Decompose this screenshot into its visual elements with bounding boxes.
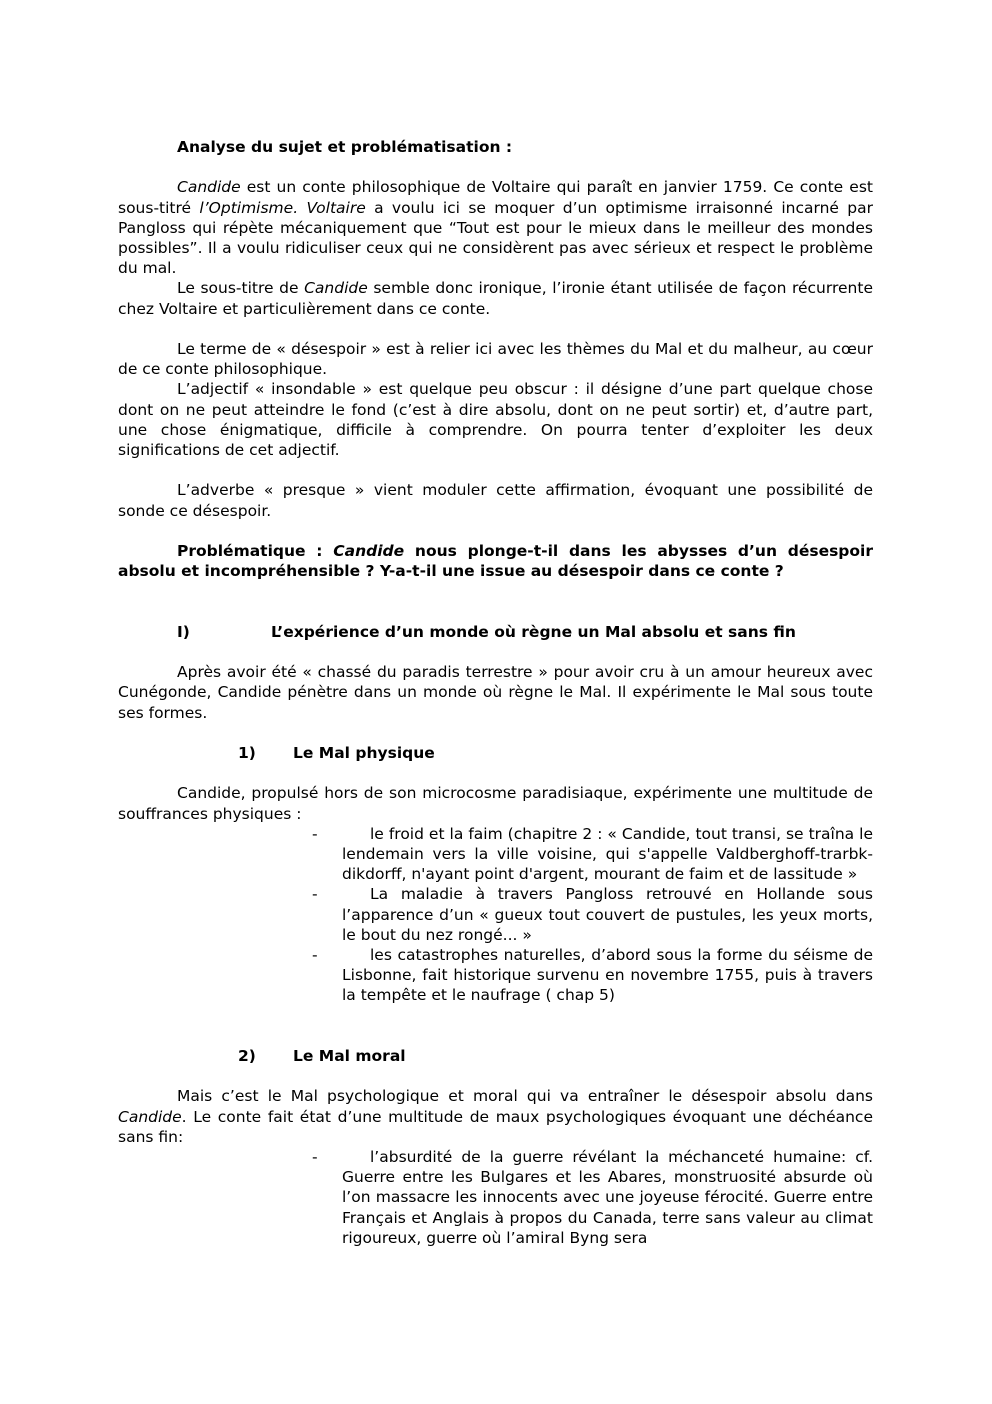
section-title: L’expérience d’un monde où règne un Mal absolu et sans fin <box>271 622 796 641</box>
intro-paragraph-1 <box>118 177 873 278</box>
list-marker-wrap <box>118 945 342 1006</box>
list-item-text: les catastrophes naturelles, d’abord sous la forme du séisme de Lisbonne, fait historique survenu en novembre 1755, puis à travers la tempête et le naufrage ( chap 5) <box>342 945 873 1005</box>
subsection-title: Le Mal moral <box>293 1046 406 1065</box>
italic-title: Candide <box>177 178 241 197</box>
text-run: Le sous-titre de <box>177 279 305 298</box>
intro-paragraph-5: L’adverbe « presque » vient moduler cette affirmation, évoquant une possibilité de sonde ce désespoir. <box>118 481 873 520</box>
list-dash: - <box>312 824 318 843</box>
list-dash: - <box>312 1147 318 1166</box>
text-run: Mais c’est le Mal psychologique et moral qui va entraîner le désespoir absolu dans <box>177 1087 873 1106</box>
subsection-number: 2) <box>238 1046 256 1065</box>
italic-text: l’Optimisme. Voltaire <box>199 198 366 217</box>
text-run: . Le conte fait état d’une multitude de maux psychologiques évoquant une déchéance sans fin: <box>118 1107 873 1146</box>
list-item <box>118 884 873 945</box>
italic-title: Candide <box>118 1107 182 1126</box>
list-marker-wrap <box>118 824 342 885</box>
list-item-text: l’absurdité de la guerre révélant la méchanceté humaine: cf. Guerre entre les Bulgares et les Abares, monstruosité absurde où l’on massacre les innocents avec une joyeuse férocité. Guerre entre Français et Anglais à propos du Canada, terre sans valeur au climat rigoureux, guerre où l’amiral Byng sera <box>342 1147 873 1247</box>
document-page <box>118 137 873 1248</box>
list-text <box>342 945 873 1006</box>
italic-title: Candide <box>304 279 368 298</box>
section-1-intro: Après avoir été « chassé du paradis terrestre » pour avoir cru à un amour heureux avec Cunégonde, Candide pénètre dans un monde où règne le Mal. Il expérimente le Mal sous toute ses formes. <box>118 663 873 722</box>
text-run: est un conte philosophique de Voltaire qui paraît en janvier 1759. Ce conte est sous-titré <box>118 178 873 217</box>
subsection-1-heading <box>118 743 873 763</box>
list-text <box>342 1147 873 1248</box>
list-text <box>342 824 873 885</box>
list-marker-wrap <box>118 884 342 945</box>
list-item-text: La maladie à travers Pangloss retrouvé en Hollande sous l’apparence d’un « gueux tout couvert de pustules, les yeux morts, le bout du nez rongé... » <box>342 885 873 944</box>
intro-paragraph-3: Le terme de « désespoir » est à relier ici avec les thèmes du Mal et du malheur, au cœur de ce conte philosophique. <box>118 340 873 379</box>
text-run: Problématique : <box>177 542 334 560</box>
list-dash: - <box>312 945 318 964</box>
list-item <box>118 1147 873 1248</box>
list-item-text: le froid et la faim (chapitre 2 : « Candide, tout transi, se traîna le lendemain vers la ville voisine, qui s'appelle Valdberghoff-trarbk-dikdorff, n'ayant point d'argent, mourant de faim et de lassitude » <box>342 824 873 884</box>
subsection-2-heading <box>118 1046 873 1066</box>
list-dash: - <box>312 885 318 904</box>
list-marker-wrap <box>118 1147 342 1248</box>
text-run: semble donc ironique, l’ironie étant utilisée de façon récurrente chez Voltaire et particulièrement dans ce conte. <box>118 279 873 318</box>
problematique <box>118 541 873 581</box>
subsection-title: Le Mal physique <box>293 743 435 762</box>
subsection-number: 1) <box>238 743 256 762</box>
subsection-2-intro <box>118 1086 873 1147</box>
list-text <box>342 884 873 945</box>
italic-title: Candide <box>333 542 405 560</box>
text-run: a voulu ici se moquer d’un optimisme irraisonné incarné par Pangloss qui répète mécaniquement que “Tout est pour le mieux dans le meilleur des mondes possibles”. Il a voulu ridiculiser ceux qui ne considèrent pas avec sérieux et respect le problème du mal. <box>118 198 873 278</box>
intro-paragraph-2 <box>118 278 873 318</box>
section-number: I) <box>177 622 190 641</box>
text-run: nous plonge-t-il dans les abysses d’un désespoir absolu et incompréhensible ? Y-a-t-il une issue au désespoir dans ce conte ? <box>118 542 874 581</box>
section-1-heading <box>118 622 873 642</box>
subsection-1-intro: Candide, propulsé hors de son microcosme paradisiaque, expérimente une multitude de souffrances physiques : <box>118 784 873 823</box>
intro-paragraph-4: L’adjectif « insondable » est quelque peu obscur : il désigne d’une part quelque chose dont on ne peut atteindre le fond (c’est à dire absolu, dont on ne peut sortir) et, d’autre part, une chose énigmatique, difficile à comprendre. On pourra tenter d’exploiter les deux significations de cet adjectif. <box>118 380 873 460</box>
list-item <box>118 824 873 885</box>
page-heading: Analyse du sujet et problématisation : <box>177 138 513 156</box>
list-item <box>118 945 873 1006</box>
